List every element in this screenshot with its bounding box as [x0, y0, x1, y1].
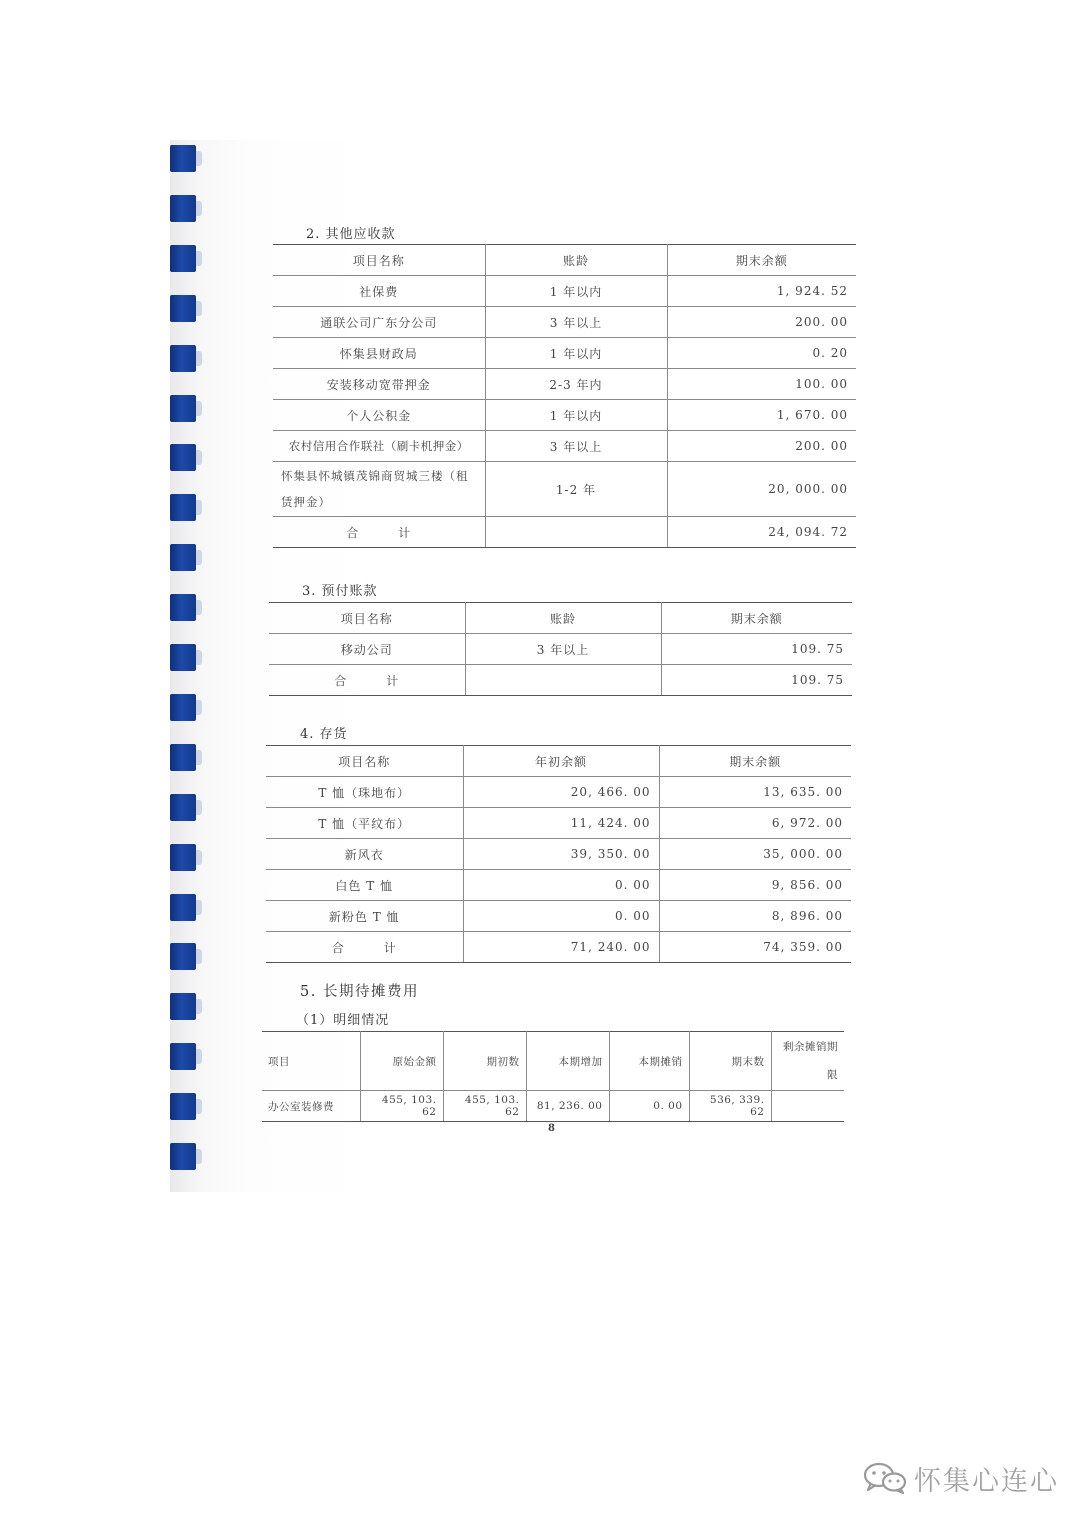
table-row — [266, 777, 851, 808]
cell-amount: 1, 670. 00 — [667, 400, 856, 431]
cell-age: 2-3 年内 — [485, 369, 667, 400]
cell-begin: 0. 00 — [463, 870, 659, 901]
table-total-row — [266, 932, 851, 963]
binding-ring — [170, 145, 196, 172]
cell-end: 13, 635. 00 — [659, 777, 851, 808]
cell-item: 个人公积金 — [273, 400, 485, 431]
cell-age: 3 年以上 — [485, 307, 667, 338]
cell-begin: 39, 350. 00 — [463, 839, 659, 870]
binding-ring — [170, 993, 196, 1020]
cell-amount: 200. 00 — [667, 307, 856, 338]
binding-ring — [170, 345, 196, 372]
cell-age: 1 年以内 — [485, 276, 667, 307]
page-number: 8 — [548, 1123, 555, 1134]
cell-remaining — [771, 1091, 844, 1122]
cell-age: 3 年以上 — [465, 634, 661, 665]
binding-ring — [170, 694, 196, 721]
table-header-row — [269, 603, 852, 634]
header-cell: 项目名称 — [266, 746, 463, 777]
cell-end: 8, 896. 00 — [659, 901, 851, 932]
table-row — [273, 400, 856, 431]
binding-ring — [170, 295, 196, 322]
table-row — [273, 462, 856, 517]
header-cell: 项目名称 — [269, 603, 465, 634]
cell-age: 1-2 年 — [485, 462, 667, 517]
comb-binding — [170, 143, 196, 1191]
header-cell: 剩余摊销期限 — [771, 1032, 844, 1091]
binding-ring — [170, 744, 196, 771]
header-cell: 本期增加 — [526, 1032, 609, 1091]
binding-ring — [170, 644, 196, 671]
table-row — [262, 1091, 844, 1122]
table-row — [266, 901, 851, 932]
cell-increase: 81, 236. 00 — [526, 1091, 609, 1122]
cell-age: 3 年以上 — [485, 431, 667, 462]
header-cell: 期末余额 — [667, 245, 856, 276]
cell-item: 通联公司广东分公司 — [273, 307, 485, 338]
binding-ring — [170, 594, 196, 621]
header-cell: 年初余额 — [463, 746, 659, 777]
watermark-text: 怀集心连心 — [914, 1465, 1059, 1497]
cell-item: 移动公司 — [269, 634, 465, 665]
cell-age: 1 年以内 — [485, 400, 667, 431]
cell-end: 536, 339. 62 — [689, 1091, 771, 1122]
table-row — [266, 870, 851, 901]
table-row — [273, 369, 856, 400]
cell-begin: 20, 466. 00 — [463, 777, 659, 808]
cell-item: 农村信用合作联社（刷卡机押金） — [273, 431, 485, 462]
table-row — [266, 808, 851, 839]
table-inventory — [266, 745, 851, 963]
cell-item: 怀集县怀城镇茂锦商贸城三楼（租赁押金） — [273, 462, 485, 517]
cell-begin: 0. 00 — [463, 901, 659, 932]
section-title-prepayments: 3. 预付账款 — [302, 584, 378, 599]
binding-ring — [170, 1143, 196, 1170]
cell-amount: 1, 924. 52 — [667, 276, 856, 307]
table-long-term — [262, 1031, 844, 1122]
table-row — [273, 307, 856, 338]
chat-bubbles-icon — [862, 1460, 908, 1496]
empty-cell — [485, 517, 667, 548]
table-row — [266, 839, 851, 870]
cell-item: 白色 T 恤 — [266, 870, 463, 901]
table-row — [269, 634, 852, 665]
cell-amount: 100. 00 — [667, 369, 856, 400]
cell-item: 社保费 — [273, 276, 485, 307]
binding-ring — [170, 544, 196, 571]
header-cell: 项目 — [262, 1032, 360, 1091]
table-row — [273, 276, 856, 307]
cell-item: 新粉色 T 恤 — [266, 901, 463, 932]
header-cell: 本期摊销 — [609, 1032, 689, 1091]
header-cell: 账龄 — [465, 603, 661, 634]
cell-item: 安装移动宽带押金 — [273, 369, 485, 400]
table-header-row — [266, 746, 851, 777]
cell-item: 办公室装修费 — [262, 1091, 360, 1122]
cell-end: 6, 972. 00 — [659, 808, 851, 839]
header-cell: 期初数 — [443, 1032, 526, 1091]
total-begin: 71, 240. 00 — [463, 932, 659, 963]
cell-amount: 20, 000. 00 — [667, 462, 856, 517]
cell-amortized: 0. 00 — [609, 1091, 689, 1122]
binding-ring — [170, 844, 196, 871]
cell-amount: 0. 20 — [667, 338, 856, 369]
header-cell: 原始金额 — [360, 1032, 443, 1091]
section-title-long-term: 5. 长期待摊费用 — [300, 984, 419, 1000]
binding-ring — [170, 794, 196, 821]
table-prepayments — [269, 602, 852, 696]
cell-amount: 109. 75 — [661, 634, 852, 665]
empty-cell — [465, 665, 661, 696]
binding-ring — [170, 1043, 196, 1070]
cell-begin: 11, 424. 00 — [463, 808, 659, 839]
total-value: 24, 094. 72 — [667, 517, 856, 548]
table-total-row — [269, 665, 852, 696]
section-title-other-receivables: 2. 其他应收款 — [306, 227, 396, 242]
header-cell: 项目名称 — [273, 245, 485, 276]
total-end: 74, 359. 00 — [659, 932, 851, 963]
total-value: 109. 75 — [661, 665, 852, 696]
table-total-row — [273, 517, 856, 548]
cell-end: 35, 000. 00 — [659, 839, 851, 870]
table-other-receivables — [273, 244, 856, 548]
binding-ring — [170, 195, 196, 222]
watermark — [862, 1458, 1059, 1498]
binding-ring — [170, 894, 196, 921]
table-header-row — [273, 245, 856, 276]
cell-begin: 455, 103. 62 — [443, 1091, 526, 1122]
cell-item: 怀集县财政局 — [273, 338, 485, 369]
binding-ring — [170, 245, 196, 272]
total-label: 合 计 — [273, 517, 485, 548]
cell-item: 新风衣 — [266, 839, 463, 870]
binding-ring — [170, 494, 196, 521]
table-header-row — [262, 1032, 844, 1091]
section-subtitle-detail: （1）明细情况 — [296, 1013, 390, 1028]
binding-ring — [170, 1093, 196, 1120]
header-cell: 账龄 — [485, 245, 667, 276]
table-row — [273, 431, 856, 462]
binding-ring — [170, 395, 196, 422]
cell-original: 455, 103. 62 — [360, 1091, 443, 1122]
header-cell: 期末余额 — [659, 746, 851, 777]
cell-end: 9, 856. 00 — [659, 870, 851, 901]
total-label: 合 计 — [269, 665, 465, 696]
table-row — [273, 338, 856, 369]
cell-age: 1 年以内 — [485, 338, 667, 369]
cell-item: T 恤（平纹布） — [266, 808, 463, 839]
total-label: 合 计 — [266, 932, 463, 963]
cell-item: T 恤（珠地布） — [266, 777, 463, 808]
header-cell: 期末余额 — [661, 603, 852, 634]
cell-amount: 200. 00 — [667, 431, 856, 462]
section-title-inventory: 4. 存货 — [300, 727, 348, 742]
binding-ring — [170, 444, 196, 471]
header-cell: 期末数 — [689, 1032, 771, 1091]
binding-ring — [170, 943, 196, 970]
